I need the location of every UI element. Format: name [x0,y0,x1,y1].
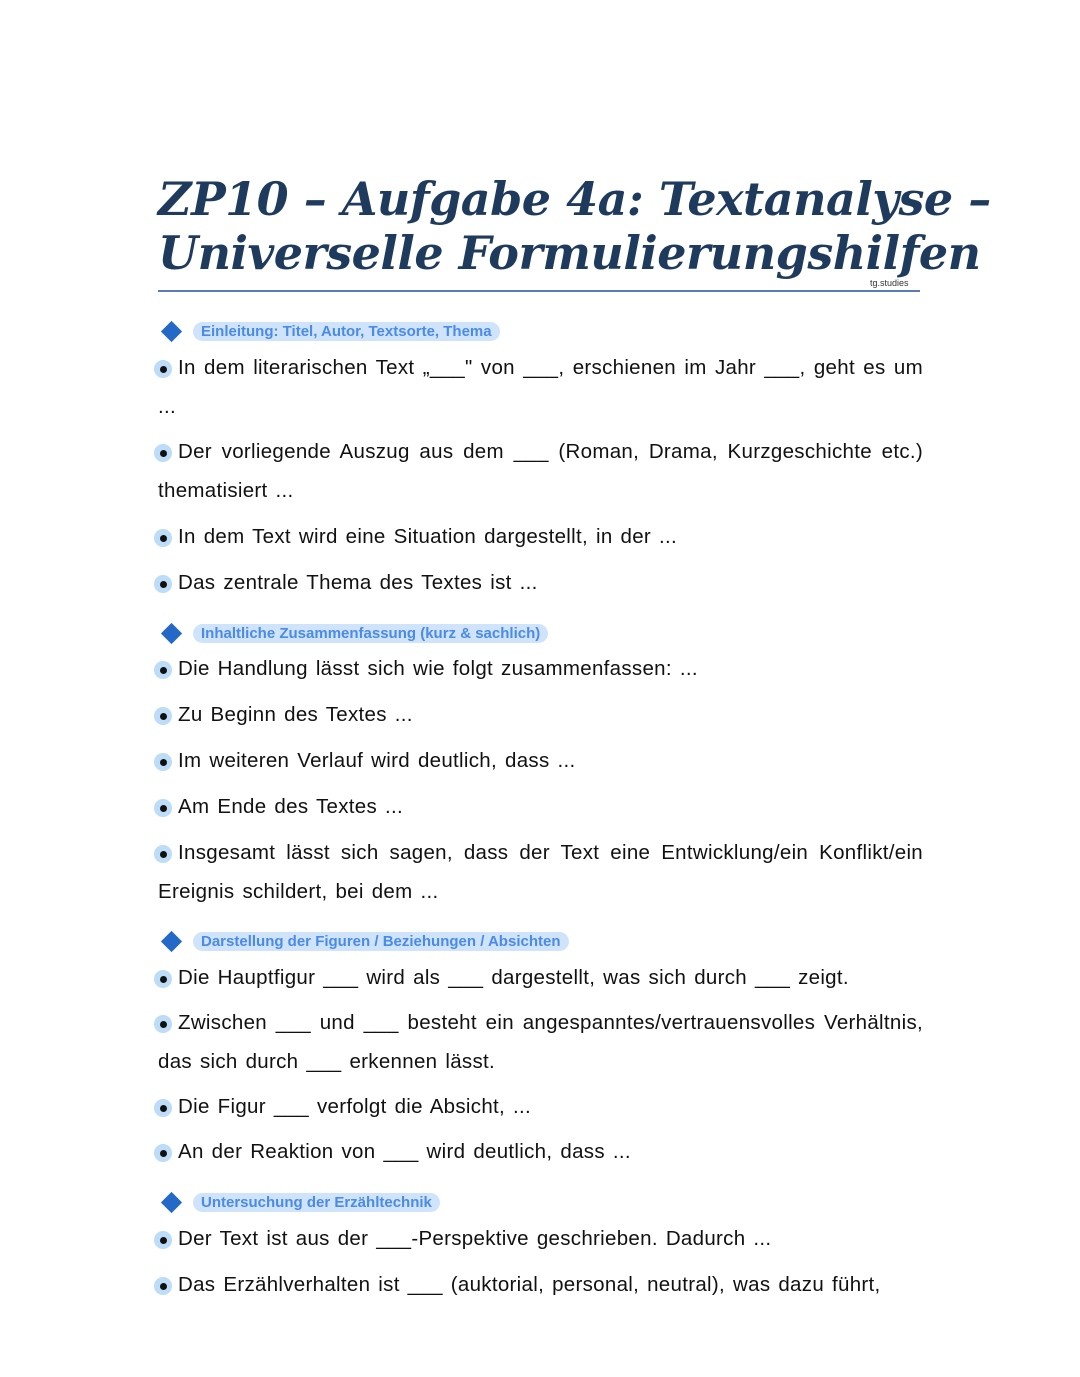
list-item [158,1219,923,1258]
section-header [160,322,500,341]
title-line-2: Universelle Formulierungshilfen [158,226,981,280]
list-item [158,787,923,826]
list-item [158,695,923,734]
item-text: Das zentrale Thema des Textes ist ... [178,571,538,594]
bullet-icon [158,709,172,723]
item-text: Zu Beginn des Textes ... [178,703,413,726]
bullet-icon [158,663,172,677]
diamond-icon [161,931,182,952]
title-highlight: 4a: [566,172,644,226]
title-text: Textanalyse – [643,172,991,226]
item-text: An der Reaktion von ___ wird deutlich, dass ... [178,1140,631,1163]
title-line-1 [158,172,991,226]
bullet-icon [158,755,172,769]
bullet-icon [158,1279,172,1293]
list-item [158,1087,923,1126]
bullet-icon [158,362,172,376]
list-item [158,348,923,426]
section-label: Untersuchung der Erzähltechnik [193,1193,440,1212]
item-text: In dem Text wird eine Situation dargestellt, in der ... [178,525,678,548]
list-item [158,517,923,556]
diamond-icon [161,1192,182,1213]
item-text: Im weiteren Verlauf wird deutlich, dass ... [178,749,576,772]
diamond-icon [161,321,182,342]
bullet-icon [158,847,172,861]
list-item [158,741,923,780]
list-item [158,563,923,602]
bullet-icon [158,1101,172,1115]
title-divider [158,290,920,292]
item-text: Der vorliegende Auszug aus dem ___ (Roman, Drama, Kurzgeschichte etc.) thematisiert ... [158,440,923,502]
item-text: In dem literarischen Text „___" von ___, erschienen im Jahr ___, geht es um ... [158,356,923,418]
item-text: Die Figur ___ verfolgt die Absicht, ... [178,1095,532,1118]
item-text: Das Erzählverhalten ist ___ (auktorial, personal, neutral), was dazu führt, [178,1273,881,1296]
title-text: ZP10 – Aufgabe [158,172,567,226]
section-header [160,932,569,951]
list-item [158,958,923,997]
section-header [160,624,548,643]
section-label: Inhaltliche Zusammenfassung (kurz & sachlich) [193,624,548,643]
list-item [158,1003,923,1081]
list-item [158,649,923,688]
bullet-icon [158,1146,172,1160]
item-text: Am Ende des Textes ... [178,795,404,818]
item-text: Die Hauptfigur ___ wird als ___ dargestellt, was sich durch ___ zeigt. [178,966,849,989]
item-text: Der Text ist aus der ___-Perspektive geschrieben. Dadurch ... [178,1227,772,1250]
list-item [158,1132,923,1171]
bullet-icon [158,577,172,591]
bullet-icon [158,446,172,460]
diamond-icon [161,623,182,644]
bullet-icon [158,531,172,545]
list-item [158,833,923,911]
list-item [158,1265,923,1304]
credit: tg.studies [870,278,909,288]
section-label: Einleitung: Titel, Autor, Textsorte, Thema [193,322,500,341]
bullet-icon [158,972,172,986]
section-label: Darstellung der Figuren / Beziehungen / Absichten [193,932,569,951]
item-text: Die Handlung lässt sich wie folgt zusammenfassen: ... [178,657,698,680]
item-text: Insgesamt lässt sich sagen, dass der Text eine Entwicklung/ein Konflikt/ein Ereignis schildert, bei dem ... [158,841,923,903]
bullet-icon [158,1233,172,1247]
list-item [158,432,923,510]
section-header [160,1193,440,1212]
bullet-icon [158,801,172,815]
bullet-icon [158,1017,172,1031]
item-text: Zwischen ___ und ___ besteht ein angespanntes/vertrauensvolles Verhältnis, das sich durch ___ erkennen lässt. [158,1011,923,1073]
